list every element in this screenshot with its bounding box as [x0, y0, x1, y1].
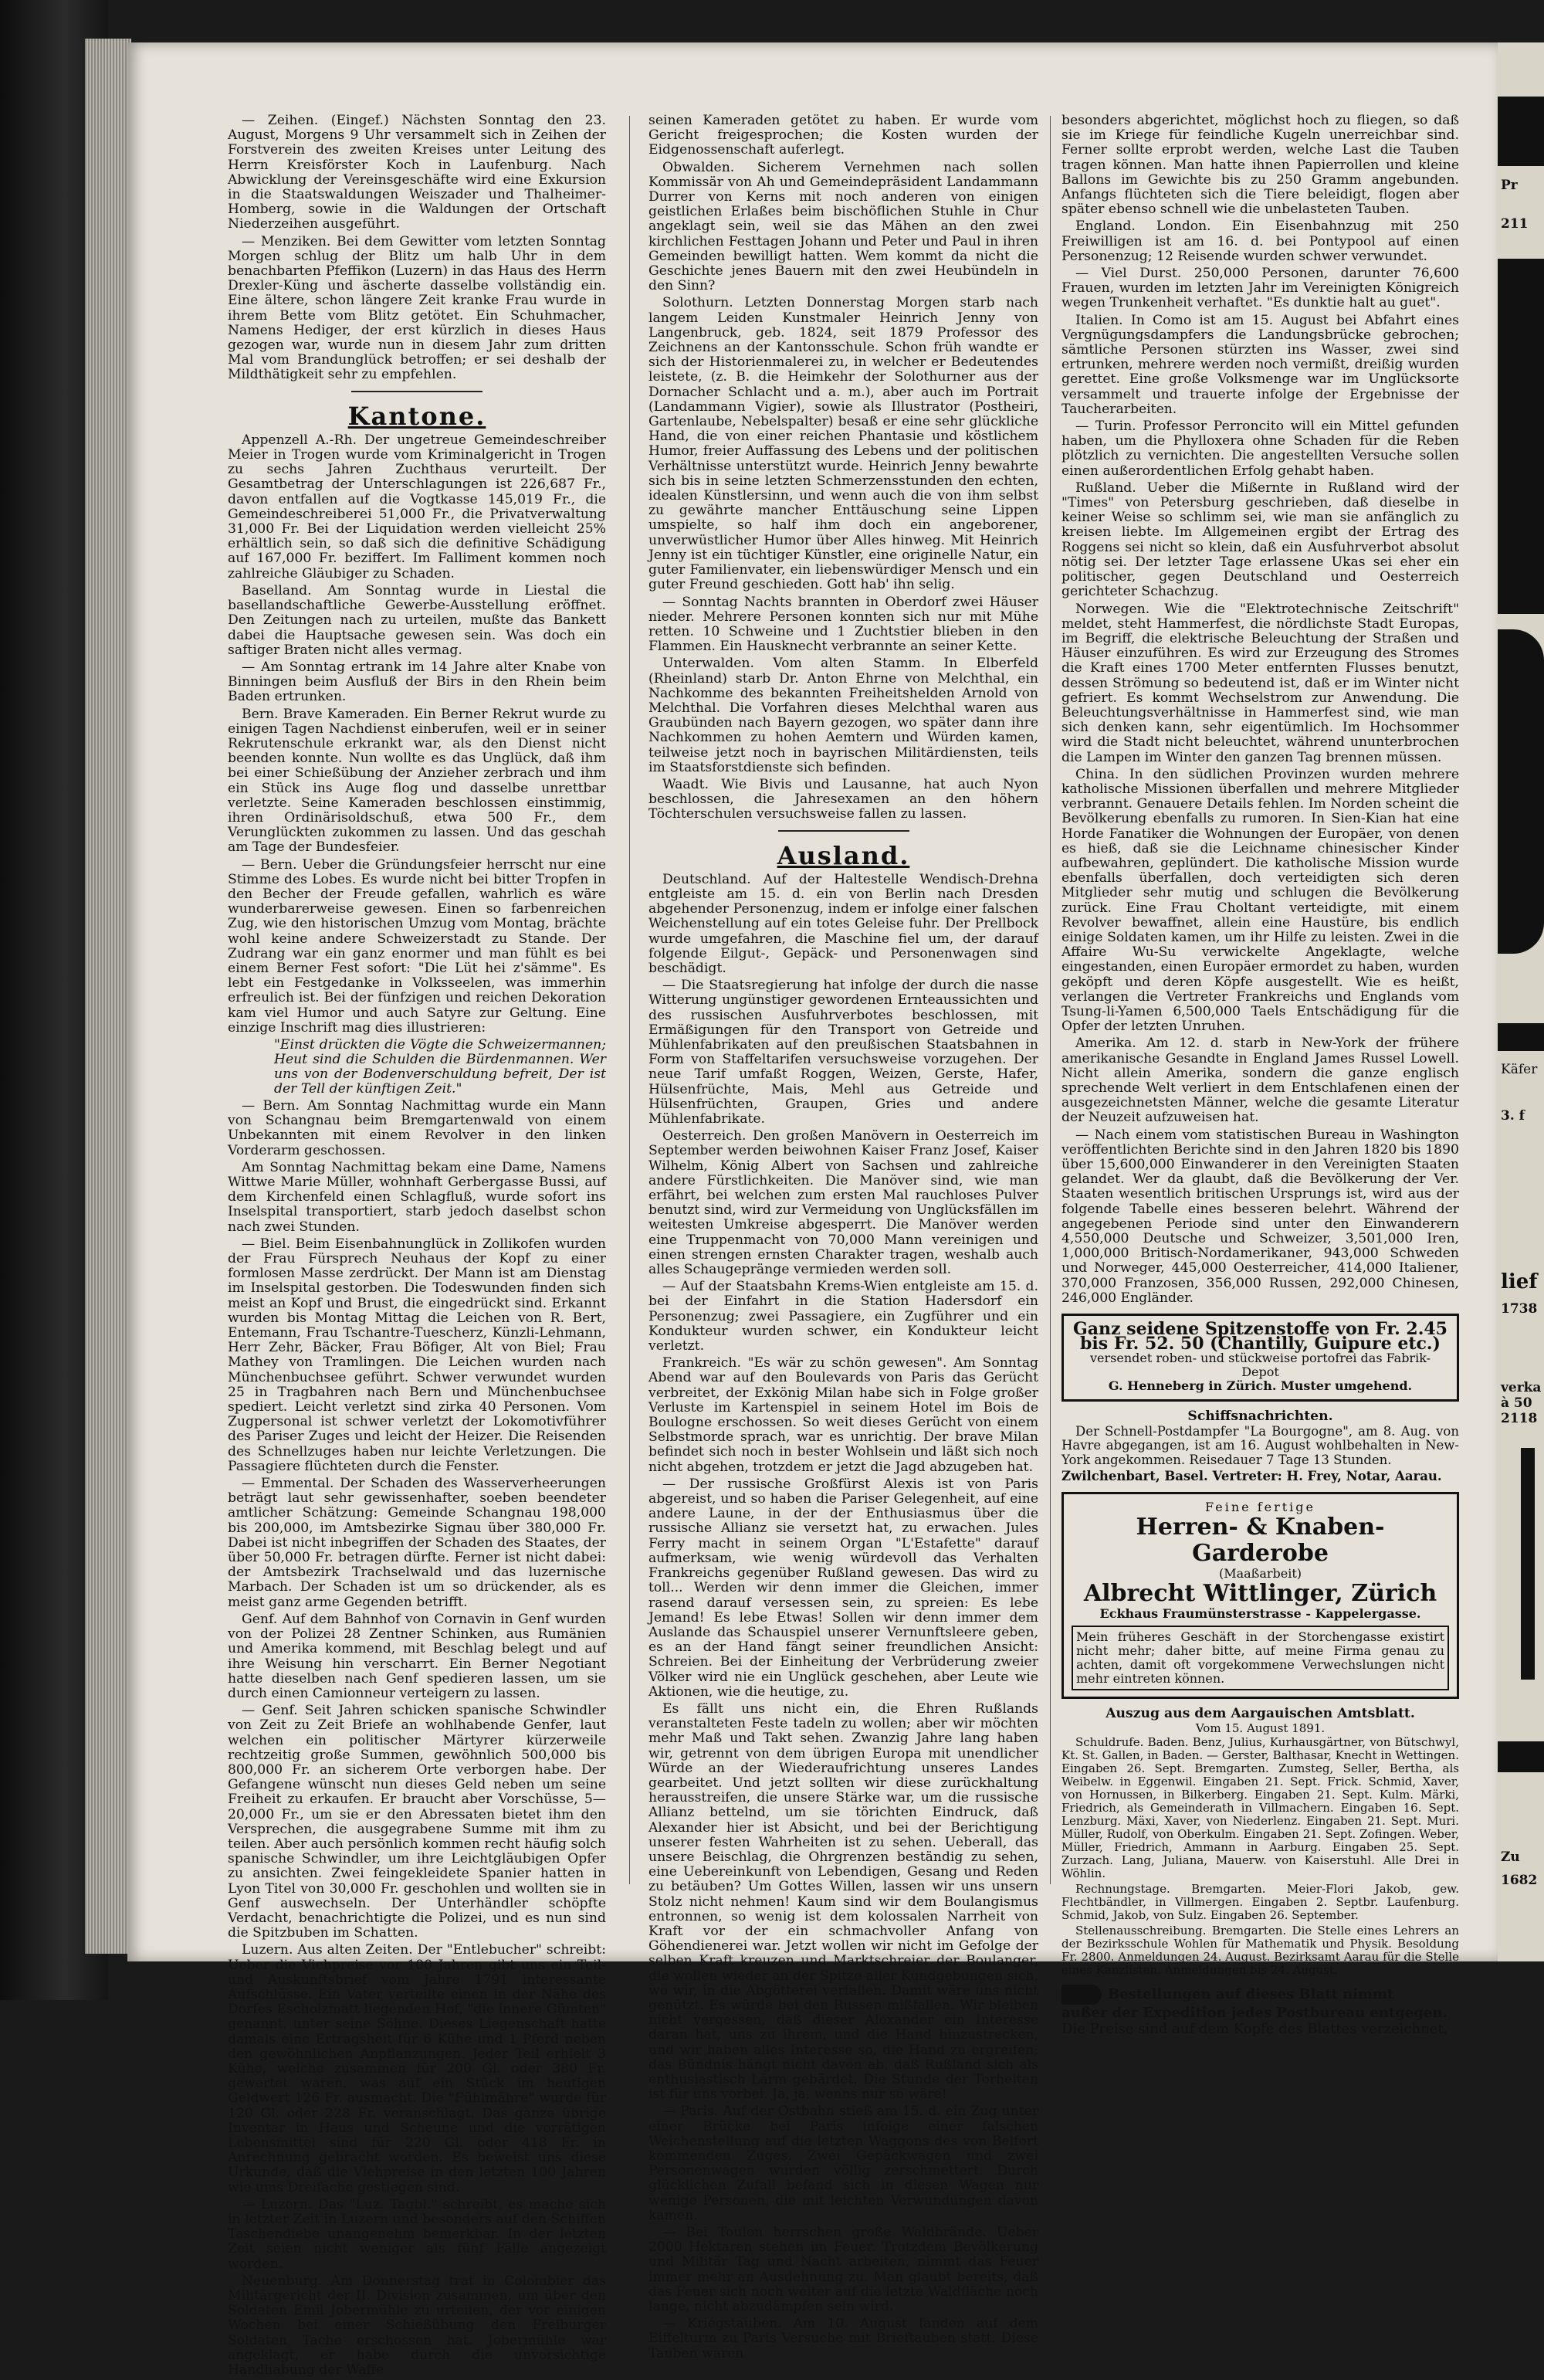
article-grossfuerst: — Der russische Großfürst Alexis ist von Paris abgereist, und so haben die Pariser Gelegenheit, auf eine andere Laune, in der der Enthusiasmus über die russische Allianz sie versetzt hat, zu erwachen. Jules Ferry macht in seinem Organ "L'Estafette" darauf aufmerksam, wie wenig würdevoll das Verhalten Frankreichs gegenüber Rußland gewesen. Das wird zu toll... Werden wir denn immer die Gleichen, immer rasend darauf versessen sein, zu spreien: Es lebe Jemand! Es lebe Etwas! Sollen wir denn immer dem Auslande das Schauspiel unserer Vernunftsleere geben, es an der Hand fängt seiner freundlichen Ansicht: Schreien. Bei der Einheitung der Verbrüderung zweier Völker wird nie ein Unglück geschehen, aber Leute wie Aktionen, wie die heutige, zu.	[648, 1476, 1038, 1700]
article-oberdorf: — Sonntag Nachts brannten in Oberdorf zwei Häuser nieder. Mehrere Personen konnten sich nur mit Mühe retten. 10 Schweine und 1 Zuchtstier blieben in den Flammen. Ein Hausknecht verbrannte an seiner Kette.	[648, 594, 1038, 655]
article-genf-schwindler: — Genf. Seit Jahren schicken spanische Schwindler von Zeit zu Zeit Briefe an wohlhabende Genfer, laut welchen ein politischer Märtyrer kürzerweile rechtzeitig große Summen, gewöhnlich 500,000 bis 800,000 Fr. an sicherem Orte verborgen habe. Der Gefangene wünscht nun dieses Geld neben um seine Freiheit zu erkaufen. Er braucht aber Vorschüsse, 5—20,000 Fr., um sie er den Abressaten bietet ihm den Versprechen, die ausgegrabene Summe mit ihm zu teilen. Aber auch persönlich kommen recht häufig solch spanische Schwindler, um ihre Leichtgläubigen Opfer zu ansichten. Zwei feingekleidete Spanier hatten in Lyon Titel von 30,000 Fr. geschohlen und wollten sie in Genf auswechseln. Der Unterhändler schöpfte Verdacht, benachrichtigte die Polizei, und es nun sind die Spitzbuben im Schatten.	[228, 1703, 606, 1941]
article-einwanderer: — Nach einem vom statistischen Bureau in Washington veröffentlichten Berichte sind in den Jahren 1820 bis 1890 über 15,600,000 Einwanderer in den Vereinigten Staaten gelandet. Wer da glaubt, daß die Bevölkerung der Ver. Staaten wesentlich britischen Ursprungs ist, wird aus der folgende Tabelle eines besseren belehrt. Während der angegebenen Periode sind unter den Einwanderern 4,550,000 Deutsche und Schweizer, 3,501,000 Iren, 1,000,000 Britisch-Nordamerikaner, 943,000 Schweden und Norweger, 445,000 Oesterreicher, 414,000 Italiener, 370,000 Franzosen, 356,000 Russen, 292,000 Chinesen, 246,000 Engländer.	[1062, 1127, 1459, 1306]
adjacent-page-text: lief	[1501, 1270, 1538, 1293]
adjacent-page-text: 3. f	[1501, 1108, 1525, 1124]
ad-headline: Ganz seidene Spitzenstoffe von Fr. 2.45	[1073, 1319, 1448, 1340]
section-title-ausland: Ausland.	[777, 840, 910, 870]
column-1	[228, 114, 606, 2380]
amtsblatt-title: Auszug aus dem Aargauischen Amtsblatt.	[1106, 1705, 1415, 1721]
column-2	[648, 114, 1038, 2364]
article-menziken: — Menziken. Bei dem Gewitter vom letzten Sonntag Morgen schlug der Blitz um halb Uhr in dem benachbarten Pfeffikon (Luzern) in das Haus des Herrn Drexler-Küng und äscherte dasselbe vollständig ein. Eine ältere, schon längere Zeit kranke Frau wurde in ihrem Bette vom Blitz getötet. Ein Schuhmacher, Namens Hediger, der erst kürzlich in dieses Haus gezogen war, wurde nun in diesem Jahr zum dritten Mal vom Brandunglück betroffen; er sei deshalb der Mildthätigkeit sehr zu empfehlen.	[228, 233, 606, 383]
order-line: Die Preise sind auf dem Kopfe des Blattes verzeichnet.	[1062, 2021, 1448, 2038]
pointing-hand-icon	[1062, 1985, 1102, 2005]
article-oesterreich: Oesterreich. Den großen Manövern in Oesterreich im September werden beiwohnen Kaiser Franz Josef, Kaiser Wilhelm, König Albert von Sachsen und zahlreiche andere Fürstlichkeiten. Die Manöver sind, wie man erfährt, bei welchen zum ersten Mal rauchloses Pulver benutzt sind, wird zur Vermeidung von Unglücksfällen im weitesten Umkreise abgesperrt. Die Manöver werden eine Truppenmacht von 70,000 Mann vereinigen und einen strengen ernsten Charakter tragen, weshalb auch alles Schaugepränge vermieden werden soll.	[648, 1128, 1038, 1278]
section-title-kantone: Kantone.	[347, 401, 486, 431]
article-unterwalden: Unterwalden. Vom alten Stamm. In Elberfeld (Rheinland) starb Dr. Anton Ehrne von Melchthal, ein Nachkomme des bekannten Freiheitshelden Arnold von Melchthal. Die Vorfahren dieses Melchthal waren aus Graubünden nach Bayern gezogen, wo später dann ihre Nachkommen zu hohen Aemtern und Würden kamen, teilweise jetzt noch in bayrischen Militärdiensten, teils im Staatsforstdienste sich befinden.	[648, 656, 1038, 775]
advertisement-wittlinger	[1062, 1492, 1459, 1699]
article-krems-wien: — Auf der Staatsbahn Krems-Wien entgleiste am 15. d. bei der Einfahrt in die Station Hadersdorf ein Personenzug; zwei Passagiere, ein Zugführer und ein Kondukteur wurden schwer, ein Kondukteur leicht verletzt.	[648, 1279, 1038, 1354]
article-continuation: besonders abgerichtet, möglichst hoch zu fliegen, so daß sie im Kriege für feindliche Kugeln unerreichbar sind. Ferner sollte erprobt werden, welche Last die Tauben tragen können. Man hatte ihnen Papierrollen und kleine Ballons im Gewichte bis zu 250 Gramm angebunden. Anfangs flüchteten sich die Tiere beleidigt, flogen aber später ebenso schnell wie die unbelasteten Tauben.	[1062, 113, 1459, 218]
article-zeihen: — Zeihen. (Eingef.) Nächsten Sonntag den 23. August, Morgens 9 Uhr versammelt sich in Zeihen der Forstverein des zweiten Kreises unter Leitung des Herrn Kreisförster Koch in Laufenburg. Nach Abwicklung der Vereinsgeschäfte wird eine Exkursion in die Staatswaldungen Weiszader und Thalheimer-Homberg, sowie in die Waldungen der Ortschaft Niederzeihen ausgeführt.	[228, 113, 606, 232]
divider	[778, 830, 909, 832]
article-frankreich: Frankreich. "Es wär zu schön gewesen". Am Sonntag Abend war auf den Boulevards von Paris das Gerücht verbreitet, der Exkönig Milan habe sich in Folge großer Verluste im Kartenspiel in seinem Hotel im Bois de Boulogne erschossen. So weit dieses Gerücht von einem Selbstmorde sprach, war es unrichtig. Der brave Milan befindet sich noch in bester Wohlsein und läßt sich noch nicht abgehen, trotzdem er jetzt die Jagd abzugeben hat.	[648, 1355, 1038, 1475]
ad-headline: Herren- & Knaben-Garderobe	[1136, 1513, 1385, 1567]
article-binningen: — Am Sonntag ertrank im 14 Jahre alter Knabe von Binningen beim Ausfluß der Birs in den Rhein beim Baden ertrunken.	[228, 659, 606, 705]
article-norwegen: Norwegen. Wie die "Elektrotechnische Zeitschrift" meldet, steht Hammerfest, die nördlichste Stadt Europas, im Begriff, die elektrische Beleuchtung der Straßen und Häuser einzuführen. Es wird zur Erzeugung des Stromes die Kraft eines 1700 Meter entfernten Flusses benutzt, dessen Strömung so bedeutend ist, daß er im Winter nicht gefriert. Es kommt Wechselstrom zur Anwendung. Die Beleuchtungsverhältnisse in Hammerfest sind, wie man sich denken kann, sehr eigentümlich. Im Hochsommer wird die Stadt nicht beleuchtet, während ununterbrochen die Lampen im Winter den ganzen Tag brennen müssen.	[1062, 601, 1459, 765]
ad-company-name: Albrecht Wittlinger, Zürich	[1083, 1579, 1437, 1607]
ad-text: Feine fertige	[1205, 1499, 1315, 1514]
article-neuenburg: Neuenburg. Am Donnerstag trat in Colombier das Militärgericht der II. Division zusammen, um über den Soldaten Emil Jobermühle zu urteilen, der vor einigen Wochen bei einer Schießübung den Freiburger Soldaten Tache erschossen hat. Jobermühle war angeklagt, er habe durch die unvorsichtige Handhabung der Waffe	[228, 2273, 606, 2378]
amtsblatt-date: Vom 15. August 1891.	[1195, 1721, 1326, 1735]
newspaper-page	[127, 42, 1498, 2378]
article-luzern-diebe: — Luzern. Das "Luz. Tagbl." schreibt, es mache sich in letzter Zeit in Luzern und besonders auf den Schiffen Taschendiebe unangenehm bemerkbar. In der letzten Zeit seien nicht weniger als fünf Fälle angezeigt worden.	[228, 2196, 606, 2272]
amtsblatt-schuldrufe: Schuldrufe. Baden. Benz, Julius, Kurhausgärtner, von Bütschwyl, Kt. St. Gallen, in Baden. — Gerster, Balthasar, Knecht in Wettingen. Eingaben 26. Sept. Bremgarten. Zumsteg, Seller, Bertha, als Weibelw. in Eggenwil. Eingaben 21. Sept. Frick. Schmid, Xaver, von Hornussen, in Bilkerberg. Eingaben 21. Sept. Kulm. Märki, Friedrich, als Gemeinderath in Villmachern. Eingaben 16. Sept. Lenzburg. Mäxi, Xaver, von Niederlenz. Eingaben 21. Sept. Muri. Müller, Rudolf, von Oberkulm. Eingaben 21. Sept. Zofingen. Weber, Müller, Friedrich, Ammann in Aarburg. Eingaben 25. Sept. Zurzach. Lang, Juliana, Mauerw. von Kaiserstuhl. Alle Drei in Wöhlin.	[1062, 1735, 1459, 1881]
adjacent-page-edge	[1498, 42, 1544, 1961]
divider	[351, 391, 482, 392]
article-paris-ostbahn: — Paris. Auf der Ostbahn stieß am 15. d. ein Zug unter einer Brücke bei Paris infolge einer falschen Weichenstellung auf die letzten Waggons des von Belfort kommenden Zuges. Zwei Gepäckwagen und zwei Personenwagen wurden völlig zerschmettert. Durch glücklichen Zufall befand sich in diesen Wagen nur wenige Personen, die mit leichten Verwundungen davon kamen.	[648, 2104, 1038, 2223]
page-stack-edge	[85, 39, 131, 1954]
adjacent-page-graphic	[1498, 629, 1544, 954]
article-emmental: — Emmental. Der Schaden des Wasserverheerungen beträgt laut sehr gewissenhafter, soeben beendeter amtlicher Schätzung: Gemeinde Schangnau 198,000 bis 200,000, im Amtsbezirke Signau über 380,000 Fr. Dabei ist nicht inbegriffen der Schaden des Staates, der über 50,000 Fr. betragen dürfte. Ferner ist nicht dabei: der Amtsbezirk Trachselwald und das luzernische Marbach. Der Schaden ist um so drückender, als es meist ganz arme Gegenden betrifft.	[228, 1476, 606, 1610]
article-baselland: Baselland. Am Sonntag wurde in Liestal die basellandschaftliche Gewerbe-Ausstellung eröffnet. Den Zeitungen nach zu urteilen, mußte das Bankett dabei die Hauptsache gewesen sein. Was doch ein saftiger Braten nicht alles vermag.	[228, 582, 606, 658]
article-bern-revolver: — Bern. Am Sonntag Nachmittag wurde ein Mann von Schangnau beim Bremgartenwald von einem Unbekannten mit einem Revolver in den linken Vorderarm geschossen.	[228, 1097, 606, 1158]
article-staatsregierung: — Die Staatsregierung hat infolge der durch die nasse Witterung ungünstiger gewordenen Ernteaussichten und des russischen Ausfuhrverbotes beschlossen, mit Ermäßigungen für den Transport von Getreide und Mühlenfabrikaten auf den preußischen Staatsbahnen in Form von Staffeltarifen versuchsweise vorzugehen. Der neue Tarif umfaßt Roggen, Weizen, Gerste, Hafer, Hülsenfrüchte, Mais, Mehl aus Getreide und Hülsenfrüchten, Graupen, Gries und andere Mühlenfabrikate.	[648, 978, 1038, 1127]
adjacent-page-text: 211	[1501, 216, 1529, 232]
article-waadt: Waadt. Wie Bivis und Lausanne, hat auch Nyon beschlossen, die Jahresexamen an den höhern Töchterschulen versuchsweise fallen zu lassen.	[648, 776, 1038, 822]
article-appenzell: Appenzell A.-Rh. Der ungetreue Gemeindeschreiber Meier in Trogen wurde vom Kriminalgericht in Trogen zu sechs Jahren Zuchthaus verurteilt. Der Gesamtbetrag der Unterschlagungen ist 226,687 Fr., davon entfallen auf die Vogtkasse 145,019 Fr., die Gemeindeschreiberei 51,000 Fr., die Privatverwaltung 31,000 Fr. Bei der Liquidation werden vielleicht 25% erhältlich sein, so daß sich die definitive Schädigung auf 167,000 Fr. beziffert. Im Falliment kommen noch zahlreiche Gläubiger zu Schaden.	[228, 432, 606, 581]
article-luzern-zeiten: Luzern. Aus alten Zeiten. Der "Entlebucher" schreibt: Ueber die Viehpreise vor 100 Jahren gibt uns ein Teil- und Auskunftsbrief vom Jahre 1791 interessante Aufschlüsse. Ein Vater verteilte einen in der Nähe des Dorfes Escholzmatt liegenden Hof, "die innere Gümten" genannt, unter seine Söhne. Dieses Liegenschaft hatte damals eine Ertragsheit für 6 Kühe und 1 Pferd neben den gewöhnlichen Anpflanzungen. Jeder Teil erhielt 3 Kühe, welche zusammen für 200 Gl. oder 380 Fr. gewertet waren, was auf ein Stück im heutigen Geldwert 126 Fr. ausmacht. Die "Fühlmähre" wurde für 120 Gl. oder 228 Fr. veranschlagt. Das ganze übrige Inventar in Haus und Scheune und die vorrätigen Lebensmittel sind für 220 Gl. oder 418 Fr. in Anrechnung gebracht worden. Es beweist uns diese Urkunde, daß die Viehpreise in den letzten 100 Jahren wie ums Dreifache gestiegen sind.	[228, 1942, 606, 2195]
order-line: außer der Expedition jedes Postbureau entgegen.	[1062, 2005, 1448, 2022]
article-russland-allianz: Es fällt uns nicht ein, die Ehren Rußlands veranstalteten Feste tadeln zu wollen; aber wir möchten mehr Maß und Takt sehen. Zwanzig Jahre lang haben wir, getrennt von dem übrigen Europa mit unendlicher Würde an der Wiederaufrichtung unseres Landes gearbeitet. Und jetzt sollten wir diese zurückhaltung herausstreifen, die unsere Stärke war, um die russische Allianz bettelnd, um sie törichten Eindruck, daß Alexander hier ist Absicht, und bei der Berichtigung unserer festen Wahrheiten ist zu sehen. Ueberall, das unsere Beischlag, die Ohrgrenzen beständig zu sehen, eine Uebereinkunft von Lebendigen, Gesang und Reden zu betäuben? Um Gottes Willen, lassen wir uns unsern Stolz nicht nehmen! Kaum sind wir dem Boulangismus entronnen, so wenig ist dem kolossalen Narrheit von Kraft vor der ein schmachvoller Anfang von Göhendienerei war. Jetzt wollen wir nicht im Gefolge der selben Kraft kreuzen und Marktschreier der Boulanger, die wollen wieder an der Spitze aller Kundgebungen sich, wo wir, in die Abgötterei verfallen. Damit wäre uns nicht genützt. Es würde bei den Russen mißfallen. Wir bleiben nicht vergessen, daß dieser Alexander ein Interesse daran hat, uns zu ihrem, und die Hand hinzustrecken, und wir haben alles Interesse so, die Hand zu ergreifen; das Bündnis hängt nicht davon ab, daß Rußland sich als enthusiastisch Lärm gebärdet. Die Stunde der Torheiten ist für uns vorbei. Ja, ja, wenns nur so wäre!	[648, 1700, 1038, 2103]
adjacent-page-graphic	[1498, 259, 1544, 614]
article-deutschland: Deutschland. Auf der Haltestelle Wendisch-Drehna entgleiste am 15. d. ein von Berlin nach Dresden abgehender Personenzug, indem er infolge einer falschen Weichenstellung auf ein totes Geleise fuhr. Der Prellbock wurde umgefahren, die Maschine fiel um, der darauf folgende Eilgut-, Gepäck- und Personenwagen sind beschädigt.	[648, 871, 1038, 976]
article-bern-kameraden: Bern. Brave Kameraden. Ein Berner Rekrut wurde zu einigen Tagen Nachdienst einberufen, weil er in seiner Rekrutenschule erkrankt war, als den Dienst nicht beenden konnte. Nun wollte es das Unglück, daß ihm bei einer Schießübung der Anzieher zerbrach und ihm ein Stück ins Auge flog und dasselbe unrettbar verletzte. Seine Kameraden beschlossen einstimmig, ihren Ordinärisoldschuß, etwa 500 Fr., dem Verunglückten zukommen zu lassen. Und das geschah am Tage der Bundesfeier.	[228, 706, 606, 856]
adjacent-page-text: Käfer	[1501, 1062, 1538, 1077]
article-italien: Italien. In Como ist am 15. August bei Abfahrt eines Vergnügungsdampfers die Landungsbrücke gebrochen; sämtliche Personen stürzten ins Wasser, zwei sind ertrunken, mehrere werden noch vermißt, dreißig wurden gerettet. Eine große Volksmenge war im Unglücksorte versammelt und trauerte infolge der Ergebnisse der Taucherarbeiten.	[1062, 312, 1459, 417]
article-genf-schinken: Genf. Auf dem Bahnhof von Cornavin in Genf wurden von der Polizei 28 Zentner Schinken, aus Rumänien und Amerika kommend, mit Beschlag belegt und auf ihre Weisung hin verscharrt. Ein Berner Negotiant hatte dieselben nach Genf spedieren lassen, um sie durch einen Camionneur verteigern zu lassen.	[228, 1611, 606, 1701]
order-line: Bestellungen auf dieses Blatt nimmt	[1108, 1986, 1394, 2003]
article-biel: — Biel. Beim Eisenbahnunglück in Zollikofen wurden der Frau Fürsprech Neuhaus der Kopf zu einer formlosen Masse zerdrückt. Der Mann ist am Dienstag im Inselspital gestorben. Die Todeswunden finden sich meist an Kopf und Brust, die eingedrückt sind. Erkannt wurden bis Montag Mittag die Leichen von R. Bert, Entemann, Frau Tschantre-Tuescherz, Künzli-Lehmann, Herr Zehr, Bäcker, Frau Böfiger, Alt von Biel; Frau Mathey von Tramlingen. Die Leichen wurden nach Münchenbuchsee geführt. Schwer verwundet wurden 25 in Tragbahren nach Bern und Münchenbuchsee spediert. Leicht verletzt sind zirka 40 Personen. Vom Zugpersonal ist schwer verletzt der Lokomotivführer des Pariser Zuges und leicht der Heizer. Die Reisenden des Schnellzuges haben nur leichte Verletzungen. Die Passagiere flüchteten durch die Fenster.	[228, 1236, 606, 1474]
order-notice	[1062, 1985, 1459, 2037]
adjacent-page-text: à 50	[1501, 1395, 1532, 1411]
column-rule	[629, 116, 630, 1884]
ad-text: (Maaßarbeit)	[1218, 1565, 1302, 1581]
ad-text: versendet roben- und stückweise portofrei das Fabrik-Depot	[1089, 1351, 1431, 1380]
adjacent-page-graphic	[1498, 97, 1544, 166]
article-china: China. In den südlichen Provinzen wurden mehrere katholische Missionen überfallen und mehrere Mitglieder verbrannt. Genauere Details fehlen. Im Norden scheint die Bevölkerung ebenfalls zu rumoren. In Sien-Kian hat eine Horde Fanatiker die Wohnungen der Europäer, von denen es hieß, daß sie die Leichname chinesischer Kinder aufbewahren, geplündert. Die katholische Mission wurde ebenfalls überfallen, doch verteidigten sich deren Mitglieder sehr mutig und schlugen die Bevölkerung zurück. Eine Frau Choltant verteidigte, mit einem Revolver bewaffnet, allein eine Haustüre, bis endlich einige Soldaten kamen, um ihr Hilfe zu leisten. Zwei in die Affaire Wu-Su verwickelte Angeklagte, welche eingestanden, einen Europäer ermordet zu haben, wurden geköpft und deren Köpfe ausgestellt. Wie es heißt, verlangen die Vertreter Frankreichs und Englands vom Tsung-li-Yamen 6,500,000 Taels Entschädigung für die Opfer der letzten Unruhen.	[1062, 766, 1459, 1035]
article-obwalden: Obwalden. Sicherem Vernehmen nach sollen Kommissär von Ah und Gemeindepräsident Landammann Durrer von Kerns mit noch anderen von einigen geistlichen Erlaßes beim bischöflichen Stuhle in Chur angeklagt sein, weil sie das Mähen an den zwei kirchlichen Festtagen Johann und Peter und Paul in ihren Gemeinden bewilligt hatten. Wem kommt da nicht die Geschichte jenes Bauern mit den zwei Heubündeln in den Sinn?	[648, 159, 1038, 294]
adjacent-page-text: 2118	[1501, 1411, 1538, 1426]
adjacent-page-text: Pr	[1501, 178, 1518, 193]
adjacent-page-text: Zu	[1501, 1849, 1520, 1865]
adjacent-page-graphic	[1498, 1023, 1544, 1051]
ad-headline: bis Fr. 52. 50 (Chantilly, Guipure etc.)	[1080, 1334, 1441, 1354]
ad-text: G. Henneberg in Zürich. Muster umgehend.	[1108, 1378, 1413, 1394]
adjacent-page-graphic	[1521, 1448, 1535, 1680]
shipping-title: Schiffsnachrichten.	[1187, 1409, 1333, 1425]
adjacent-page-text: 1738	[1501, 1301, 1538, 1317]
article-durst: — Viel Durst. 250,000 Personen, darunter 76,600 Frauen, wurden im letzten Jahr im Vereinigten Königreich wegen Trunkenheit verhaftet. "Es dunktie halt au guet".	[1062, 266, 1459, 311]
column-rule	[1050, 116, 1051, 1884]
ad-address: Eckhaus Fraumünsterstrasse - Kappelergasse.	[1099, 1605, 1421, 1621]
adjacent-page-graphic	[1498, 1741, 1544, 1772]
amtsblatt-stellen: Stellenausschreibung. Bremgarten. Die Stelle eines Lehrers an der Bezirksschule Wohlen für Mathematik und Physik. Besoldung Fr. 2800. Anmeldungen 24. August. Bezirksamt Aarau für die Stelle eines Kanzlisten. Anmeldungen bis 24. August.	[1062, 1924, 1459, 1978]
article-continuation: seinen Kameraden getötet zu haben. Er wurde vom Gericht freigesprochen; die Kosten wurden der Eidgenossenschaft auferlegt.	[648, 113, 1038, 158]
column-3	[1062, 114, 1459, 2037]
shipping-agent: Zwilchenbart, Basel. Vertreter: H. Frey, Notar, Aarau.	[1062, 1469, 1442, 1484]
article-toulon: — Bei Toulon herrschen große Waldbrände. Ueber 2000 Hektaren stehen im Feuer. Trotzdem Bevölkerung und Militär Tag und Nacht arbeiten, nimmt das Feuer immer mehr an Ausdehnung zu. Man glaubt bereits, daß das Feuer sich noch weiter auf die letzte Waldfläche noch lange, nicht abzudämpfen sein wird.	[648, 2225, 1038, 2315]
article-solothurn: Solothurn. Letzten Donnerstag Morgen starb nach langem Leiden Kunstmaler Heinrich Jenny von Langenbruck, geb. 1824, seit 1879 Professor des Zeichnens an der Kantonsschule. Schon früh wandte er sich der Historienmalerei zu, in welcher er Bedeutendes leistete, (z. B. die Heimkehr der Solothurner aus der Dornacher Schlacht und a. m.), aber auch im Portrait (Landammann Vigier), sowie als Illustrator (Postheiri, Gartenlaube, Nebelspalter) besaß er eine sehr glückliche Hand, die von einer reichen Phantasie und köstlichem Humor, freier Auffassung des Lebens und der politischen Verhältnisse unterstützt wurde. Heinrich Jenny bewahrte sich bis in seine letzten Schmerzensstunden den echten, idealen Künstlersinn, und wenn auch die von ihm selbst zu gewährte mancher Enttäuschung seine Lippen umspielte, so half ihm doch ein angeborener, unverwüstlicher Humor über Alles hinweg. Mit Heinrich Jenny ist ein tüchtiger Künstler, eine originelle Natur, ein guter Familienvater, ein liebenswürdiger Mensch und ein guter Freund geschieden. Gott hab' ihn selig.	[648, 295, 1038, 593]
ad-notice: Mein früheres Geschäft in der Storchengasse existirt nicht mehr; daher bitte, auf meine Firma genau zu achten, damit oft vorgekommene Verwechslungen nicht mehr eintreten können.	[1072, 1626, 1449, 1690]
article-england: England. London. Ein Eisenbahnzug mit 250 Freiwilligen ist am 16. d. bei Pontypool auf einen Personenzug; 12 Reisende wurden schwer verwundet.	[1062, 219, 1459, 264]
inscription-quote: "Einst drückten die Vögte die Schweizermannen; Heut sind die Schulden die Bürdenmannen. Wer uns von der Bodenverschuldung befreit, Der ist der Tell der künftigen Zeit."	[274, 1036, 606, 1097]
shipping-text: Der Schnell-Postdampfer "La Bourgogne", am 8. Aug. von Havre abgegangen, ist am 16. August wohlbehalten in New-York angekommen. Reisedauer 7 Tage 13 Stunden.	[1062, 1423, 1459, 1467]
advertisement-henneberg	[1062, 1314, 1459, 1402]
article-amerika: Amerika. Am 12. d. starb in New-York der frühere amerikanische Gesandte in England James Russel Lowell. Nicht allein Amerika, sondern die ganze englisch sprechende Welt verliert in dem Entschlafenen einen der ausgezeichnetsten Männer, welche die gesamte Literatur der Neuzeit aufzuweisen hat.	[1062, 1036, 1459, 1126]
article-bern-gruendungsfeier: — Bern. Ueber die Gründungsfeier herrscht nur eine Stimme des Lobes. Es wurde nicht bei bitter Tropfen in den Becher der Freude gefallen, wahrlich es wäre wunderbarerweise gewesen. Einen so farbenreichen Zug, wie den historischen Umzug vom Montag, brächte wohl keine andere Schweizerstadt zu Stande. Der Zudrang war ein ganz enormer und man fühlt es bei einem Berner Fest sofort: "Die Lüt hei z'sämme". Es lebt ein Festgedanke in Volksseelen, was immerhin erfreulich ist. Bei der fünfzigen und reichen Dekoration kam viel Humor und auch Satyre zur Geltung. Eine einzige Inschrift mag dies illustrieren:	[228, 856, 606, 1036]
article-bern-kirchenfeld: Am Sonntag Nachmittag bekam eine Dame, Namens Wittwe Marie Müller, wohnhaft Gerbergasse Bussi, auf dem Kirchenfeld einen Schlagfluß, wurde sofort ins Inselspital transportiert, starb jedoch daselbst schon nach zwei Stunden.	[228, 1159, 606, 1235]
article-kriegstauben: — Kriegstauben. Am 10. August fanden auf dem Eiffelturm zu Paris Versuche mit Brieftauben statt. Diese Tauben waren	[648, 2316, 1038, 2361]
article-turin: — Turin. Professor Perroncito will ein Mittel gefunden haben, um die Phylloxera ohne Schaden für die Reben plötzlich zu vernichten. Die angestellten Versuche sollen einen außerordentlichen Erfolg gehabt haben.	[1062, 419, 1459, 479]
amtsblatt-rechnungstage: Rechnungstage. Bremgarten. Meier-Flori Jakob, gew. Flechtbändler, in Villmergen. Eingaben 2. Septbr. Laufenburg. Schmid, Jakob, von Sulz. Eingaben 26. September.	[1062, 1882, 1459, 1923]
adjacent-page-text: 1682	[1501, 1873, 1538, 1888]
adjacent-page-text: verka	[1501, 1380, 1542, 1395]
article-russland: Rußland. Ueber die Mißernte in Rußland wird der "Times" von Petersburg geschrieben, daß dieselbe in keiner Weise so schlimm sei, wie man sie anfänglich zu kreisen liebte. Im Allgemeinen ergibt der Ertrag des Roggens sei nicht so klein, daß ein Ausfuhrverbot absolut nötig sei. Der letzter Tage erlassene Ukas sei eher ein politischer, gegen Deutschland und Oesterreich gerichteter Schachzug.	[1062, 480, 1459, 600]
